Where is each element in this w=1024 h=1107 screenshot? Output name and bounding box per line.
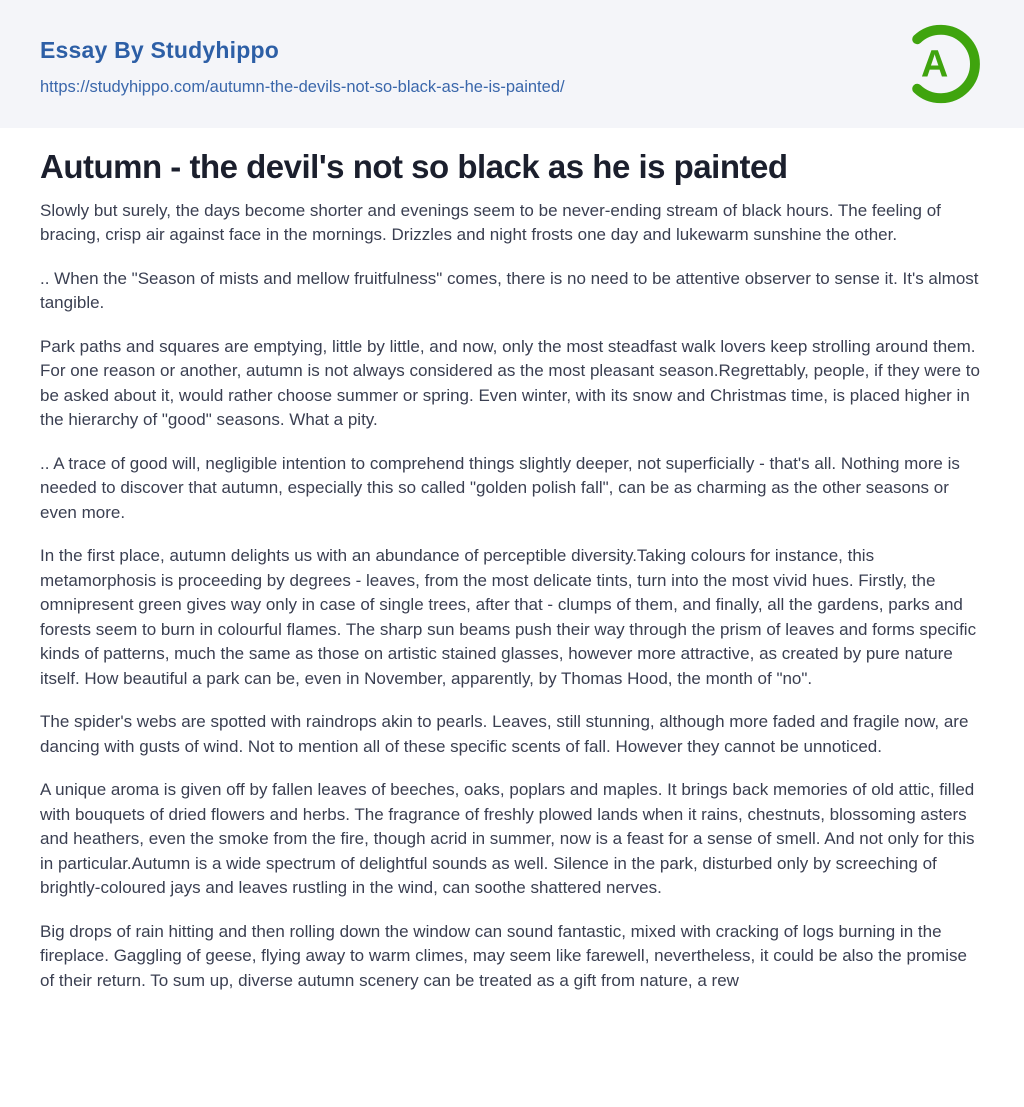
article-paragraph: Slowly but surely, the days become shorter and evenings seem to be never-ending stream of black hours. The feeling of bracing, crisp air against face in the mornings. Drizzles and night frosts one day and lukewarm sunshine the other. <box>40 200 941 245</box>
page-header <box>0 0 1024 128</box>
article-paragraph: The spider's webs are spotted with raindrops akin to pearls. Leaves, still stunning, although more faded and fragile now, are dancing with gusts of wind. Not to mention all of these specific scents of fall. However they cannot be unnoticed. <box>40 712 969 756</box>
article-paragraph: Big drops of rain hitting and then rolling down the window can sound fantastic, mixed with cracking of logs burning in the fireplace. Gaggling of geese, flying away to warm climes, may seem like farewell, nevertheless, it could be also the promise of their return. To sum up, diverse autumn scenery can be treated as a gift from nature, a rew <box>40 921 967 990</box>
article-content <box>0 128 1024 993</box>
article-paragraph: Park paths and squares are emptying, little by little, and now, only the most steadfast walk lovers keep strolling around them. For one reason or another, autumn is not always considered as the most pleasant season.Regrettably, people, if they were to be asked about it, would rather choose summer or spring. Even winter, with its snow and Christmas time, is placed higher in the hierarchy of "good" seasons. What a pity. <box>40 336 980 430</box>
page-url-link[interactable]: https://studyhippo.com/autumn-the-devils-not-so-black-as-he-is-painted/ <box>40 78 565 96</box>
logo-letter: A <box>921 43 949 86</box>
site-logo[interactable] <box>896 18 986 110</box>
article-paragraph: In the first place, autumn delights us with an abundance of perceptible diversity.Taking colours for instance, this metamorphosis is proceeding by degrees - leaves, from the most delicate tints, turn into the most vivid hues. Firstly, the omnipresent green gives way only in case of single trees, after that - clumps of them, and finally, all the gardens, parks and forests seem to burn in colourful flames. The sharp sun beams push their way through the prism of leaves and forms specific kinds of patterns, much the same as those on artistic stained glasses, however more attractive, as created by pure nature itself. How beautiful a park can be, even in November, apparently, by Thomas Hood, the month of "no". <box>40 546 977 688</box>
site-title: Essay By Studyhippo <box>40 37 279 63</box>
article-paragraph: .. When the "Season of mists and mellow fruitfulness" comes, there is no need to be attentive observer to sense it. It's almost tangible. <box>40 268 979 313</box>
article-paragraph: A unique aroma is given off by fallen leaves of beeches, oaks, poplars and maples. It brings back memories of old attic, filled with bouquets of dried flowers and herbs. The fragrance of freshly plowed lands when it rains, chestnuts, blossoming asters and heathers, even the smoke from the fire, though acrid in summer, now is a feast for a sense of smell. And not only for this in particular.Autumn is a wide spectrum of delightful sounds as well. Silence in the park, disturbed only by screeching of brightly-coloured jays and leaves rustling in the wind, can soothe shattered nerves. <box>40 780 975 898</box>
logo-arc-icon <box>896 18 986 110</box>
article-paragraph: .. A trace of good will, negligible intention to comprehend things slightly deeper, not superficially - that's all. Nothing more is needed to discover that autumn, especially this so called "golden polish fall", can be as charming as the other seasons or even more. <box>40 453 960 522</box>
header-text-block <box>40 31 565 97</box>
article-title: Autumn - the devil's not so black as he is painted <box>40 148 788 185</box>
